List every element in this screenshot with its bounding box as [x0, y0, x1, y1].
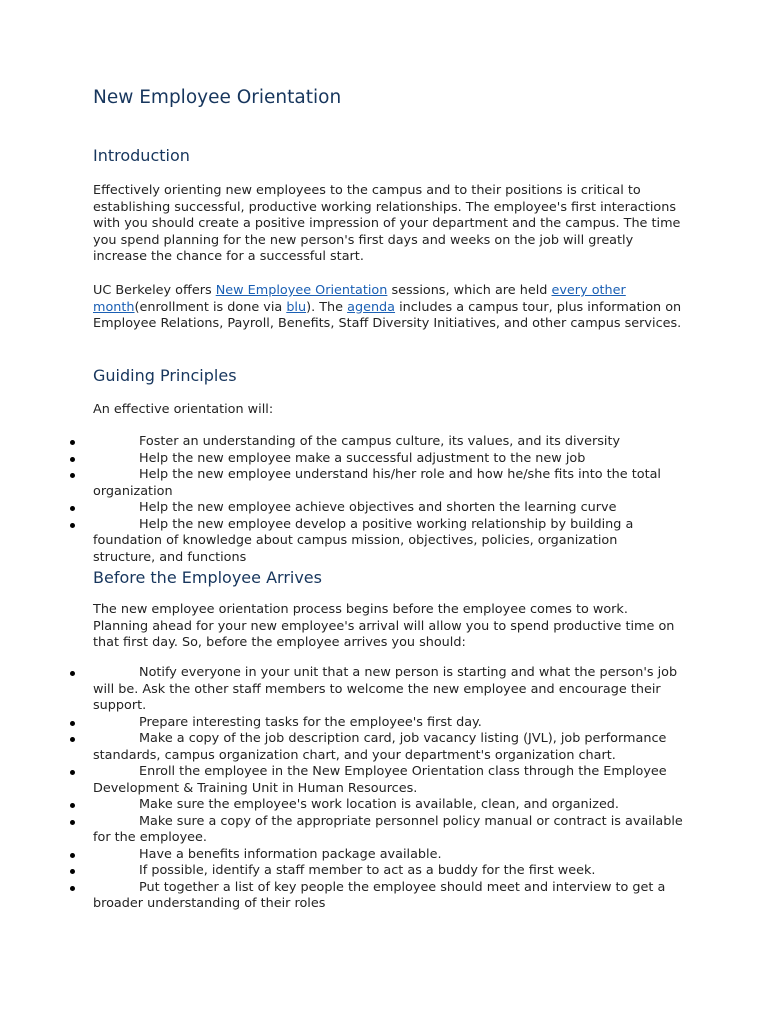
list-item: Help the new employee make a successful adjustment to the new job — [0, 451, 683, 468]
every-other-month-link[interactable]: every other month — [93, 283, 626, 315]
list-item: Make a copy of the job description card, job vacancy listing (JVL), job performance standards, campus organization chart, and your department's organization chart. — [0, 731, 683, 764]
list-item: Make sure the employee's work location is available, clean, and organized. — [0, 797, 683, 814]
intro-p2-text-2: sessions, which are held — [387, 283, 552, 298]
intro-paragraph-1: Effectively orienting new employees to the campus and to their positions is critical to establishing successful, productive working relationships. The employee's first interactions with you should create a positive impression of your department and the campus. The time you spend planning for the new person's first days and weeks on the job will greatly increase the chance for a successful start. — [93, 183, 681, 264]
list-item: Help the new employee achieve objectives and shorten the learning curve — [0, 500, 683, 517]
intro-p2-text-5: includes a campus tour, plus information on Employee Relations, Payroll, Benefits, Staff Diversity Initiatives, and other campus services. — [93, 299, 682, 331]
before-employee-arrives-heading: Before the Employee Arrives — [93, 568, 322, 587]
list-item: Foster an understanding of the campus culture, its values, and its diversity — [0, 434, 683, 451]
blu-link[interactable]: blu — [286, 299, 307, 315]
before-lead: The new employee orientation process begins before the employee comes to work. Planning ahead for your new employee's arrival will allow you to spend productive time on that first day. So, before the employee arrives you should: — [93, 602, 675, 650]
new-employee-orientation-link[interactable]: New Employee Orientation — [215, 283, 388, 298]
list-item: Prepare interesting tasks for the employee's first day. — [0, 715, 683, 732]
guiding-principles-list — [0, 434, 683, 566]
list-item: Help the new employee develop a positive working relationship by building a foundation of knowledge about campus mission, objectives, policies, organization structure, and functions — [0, 517, 683, 567]
intro-p2-text-4: ). The — [306, 299, 348, 315]
list-item: If possible, identify a staff member to act as a buddy for the first week. — [0, 863, 683, 880]
intro-p2-text-3: (enrollment is done via — [134, 299, 287, 315]
list-item: Make sure a copy of the appropriate personnel policy manual or contract is available for the employee. — [0, 814, 683, 847]
list-item: Enroll the employee in the New Employee Orientation class through the Employee Development & Training Unit in Human Resources. — [0, 764, 683, 797]
guiding-lead: An effective orientation will: — [93, 402, 274, 417]
before-arrival-list — [0, 665, 683, 913]
intro-p2-text-1: UC Berkeley offers — [93, 283, 216, 298]
list-item: Have a benefits information package available. — [0, 847, 683, 864]
list-item: Put together a list of key people the employee should meet and interview to get a broader understanding of their roles — [0, 880, 683, 913]
list-item: Notify everyone in your unit that a new person is starting and what the person's job will be. Ask the other staff members to welcome the new employee and encourage their support. — [0, 665, 683, 715]
page-title: New Employee Orientation — [93, 87, 342, 108]
guiding-principles-heading: Guiding Principles — [93, 366, 237, 385]
intro-heading: Introduction — [93, 146, 190, 165]
intro-paragraph-2 — [93, 283, 683, 333]
list-item: Help the new employee understand his/her role and how he/she fits into the total organization — [0, 467, 683, 500]
agenda-link[interactable]: agenda — [347, 299, 396, 315]
